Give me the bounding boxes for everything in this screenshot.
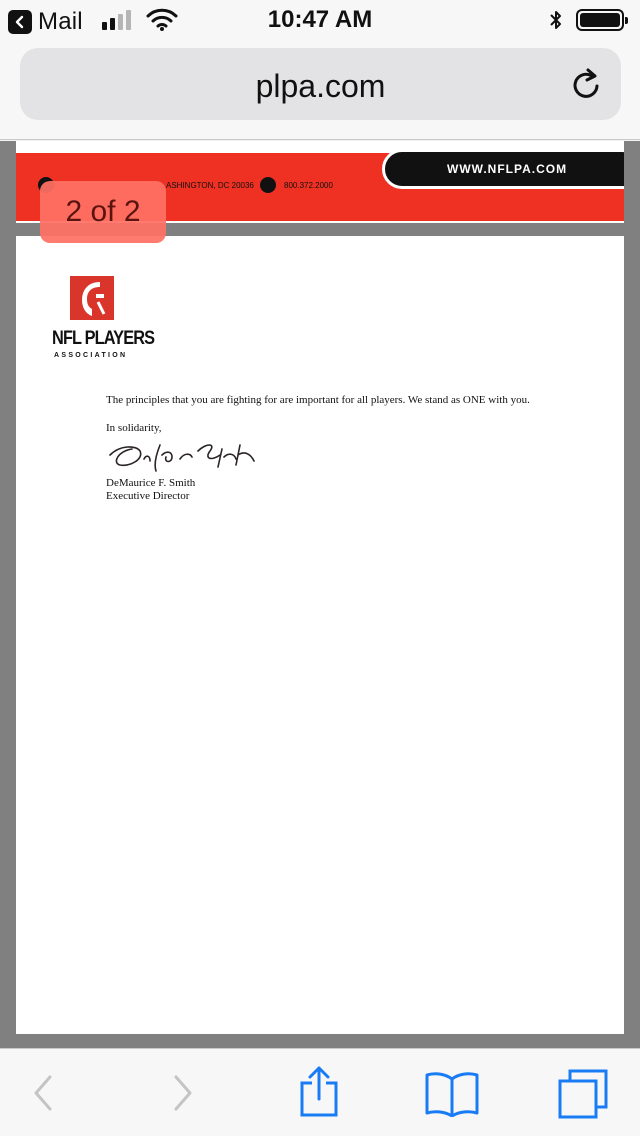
address-text: ASHINGTON, DC 20036	[166, 181, 254, 190]
status-bar	[0, 0, 640, 40]
reload-icon[interactable]	[571, 68, 603, 107]
browser-header	[0, 40, 640, 140]
phone-icon	[260, 177, 276, 193]
signer-title: Executive Director	[106, 490, 190, 502]
page-indicator	[40, 181, 166, 243]
logo-text: NFL PLAYERS	[52, 328, 155, 349]
tabs-icon[interactable]	[556, 1067, 610, 1124]
share-icon[interactable]	[298, 1065, 340, 1122]
logo-mark-icon	[70, 276, 114, 320]
website-text: WWW.NFLPA.COM	[447, 162, 568, 176]
battery-icon	[576, 9, 624, 31]
page-indicator-label: 2 of 2	[65, 195, 141, 228]
signature-image	[106, 437, 556, 475]
bookmarks-icon[interactable]	[424, 1069, 480, 1122]
letter-paragraph: The principles that you are fighting for are important for all players. We stand as ONE with you.	[106, 394, 530, 406]
pdf-viewer[interactable]	[0, 141, 640, 1048]
url-text: plpa.com	[255, 68, 386, 104]
back-app-label: Mail	[38, 8, 83, 35]
forward-icon[interactable]	[170, 1071, 196, 1120]
website-pill	[382, 149, 624, 189]
bottom-toolbar	[0, 1048, 640, 1136]
letter-closing: In solidarity,	[106, 422, 162, 434]
address-bar[interactable]	[20, 48, 621, 120]
bluetooth-icon	[548, 8, 564, 37]
letter-body	[106, 394, 556, 503]
signer-name: DeMaurice F. Smith	[106, 477, 196, 489]
phone-text: 800.372.2000	[284, 181, 333, 190]
clock: 10:47 AM	[267, 6, 373, 33]
pdf-page	[16, 236, 624, 1034]
logo-subtext: ASSOCIATION	[54, 352, 128, 359]
back-icon[interactable]	[30, 1071, 56, 1120]
